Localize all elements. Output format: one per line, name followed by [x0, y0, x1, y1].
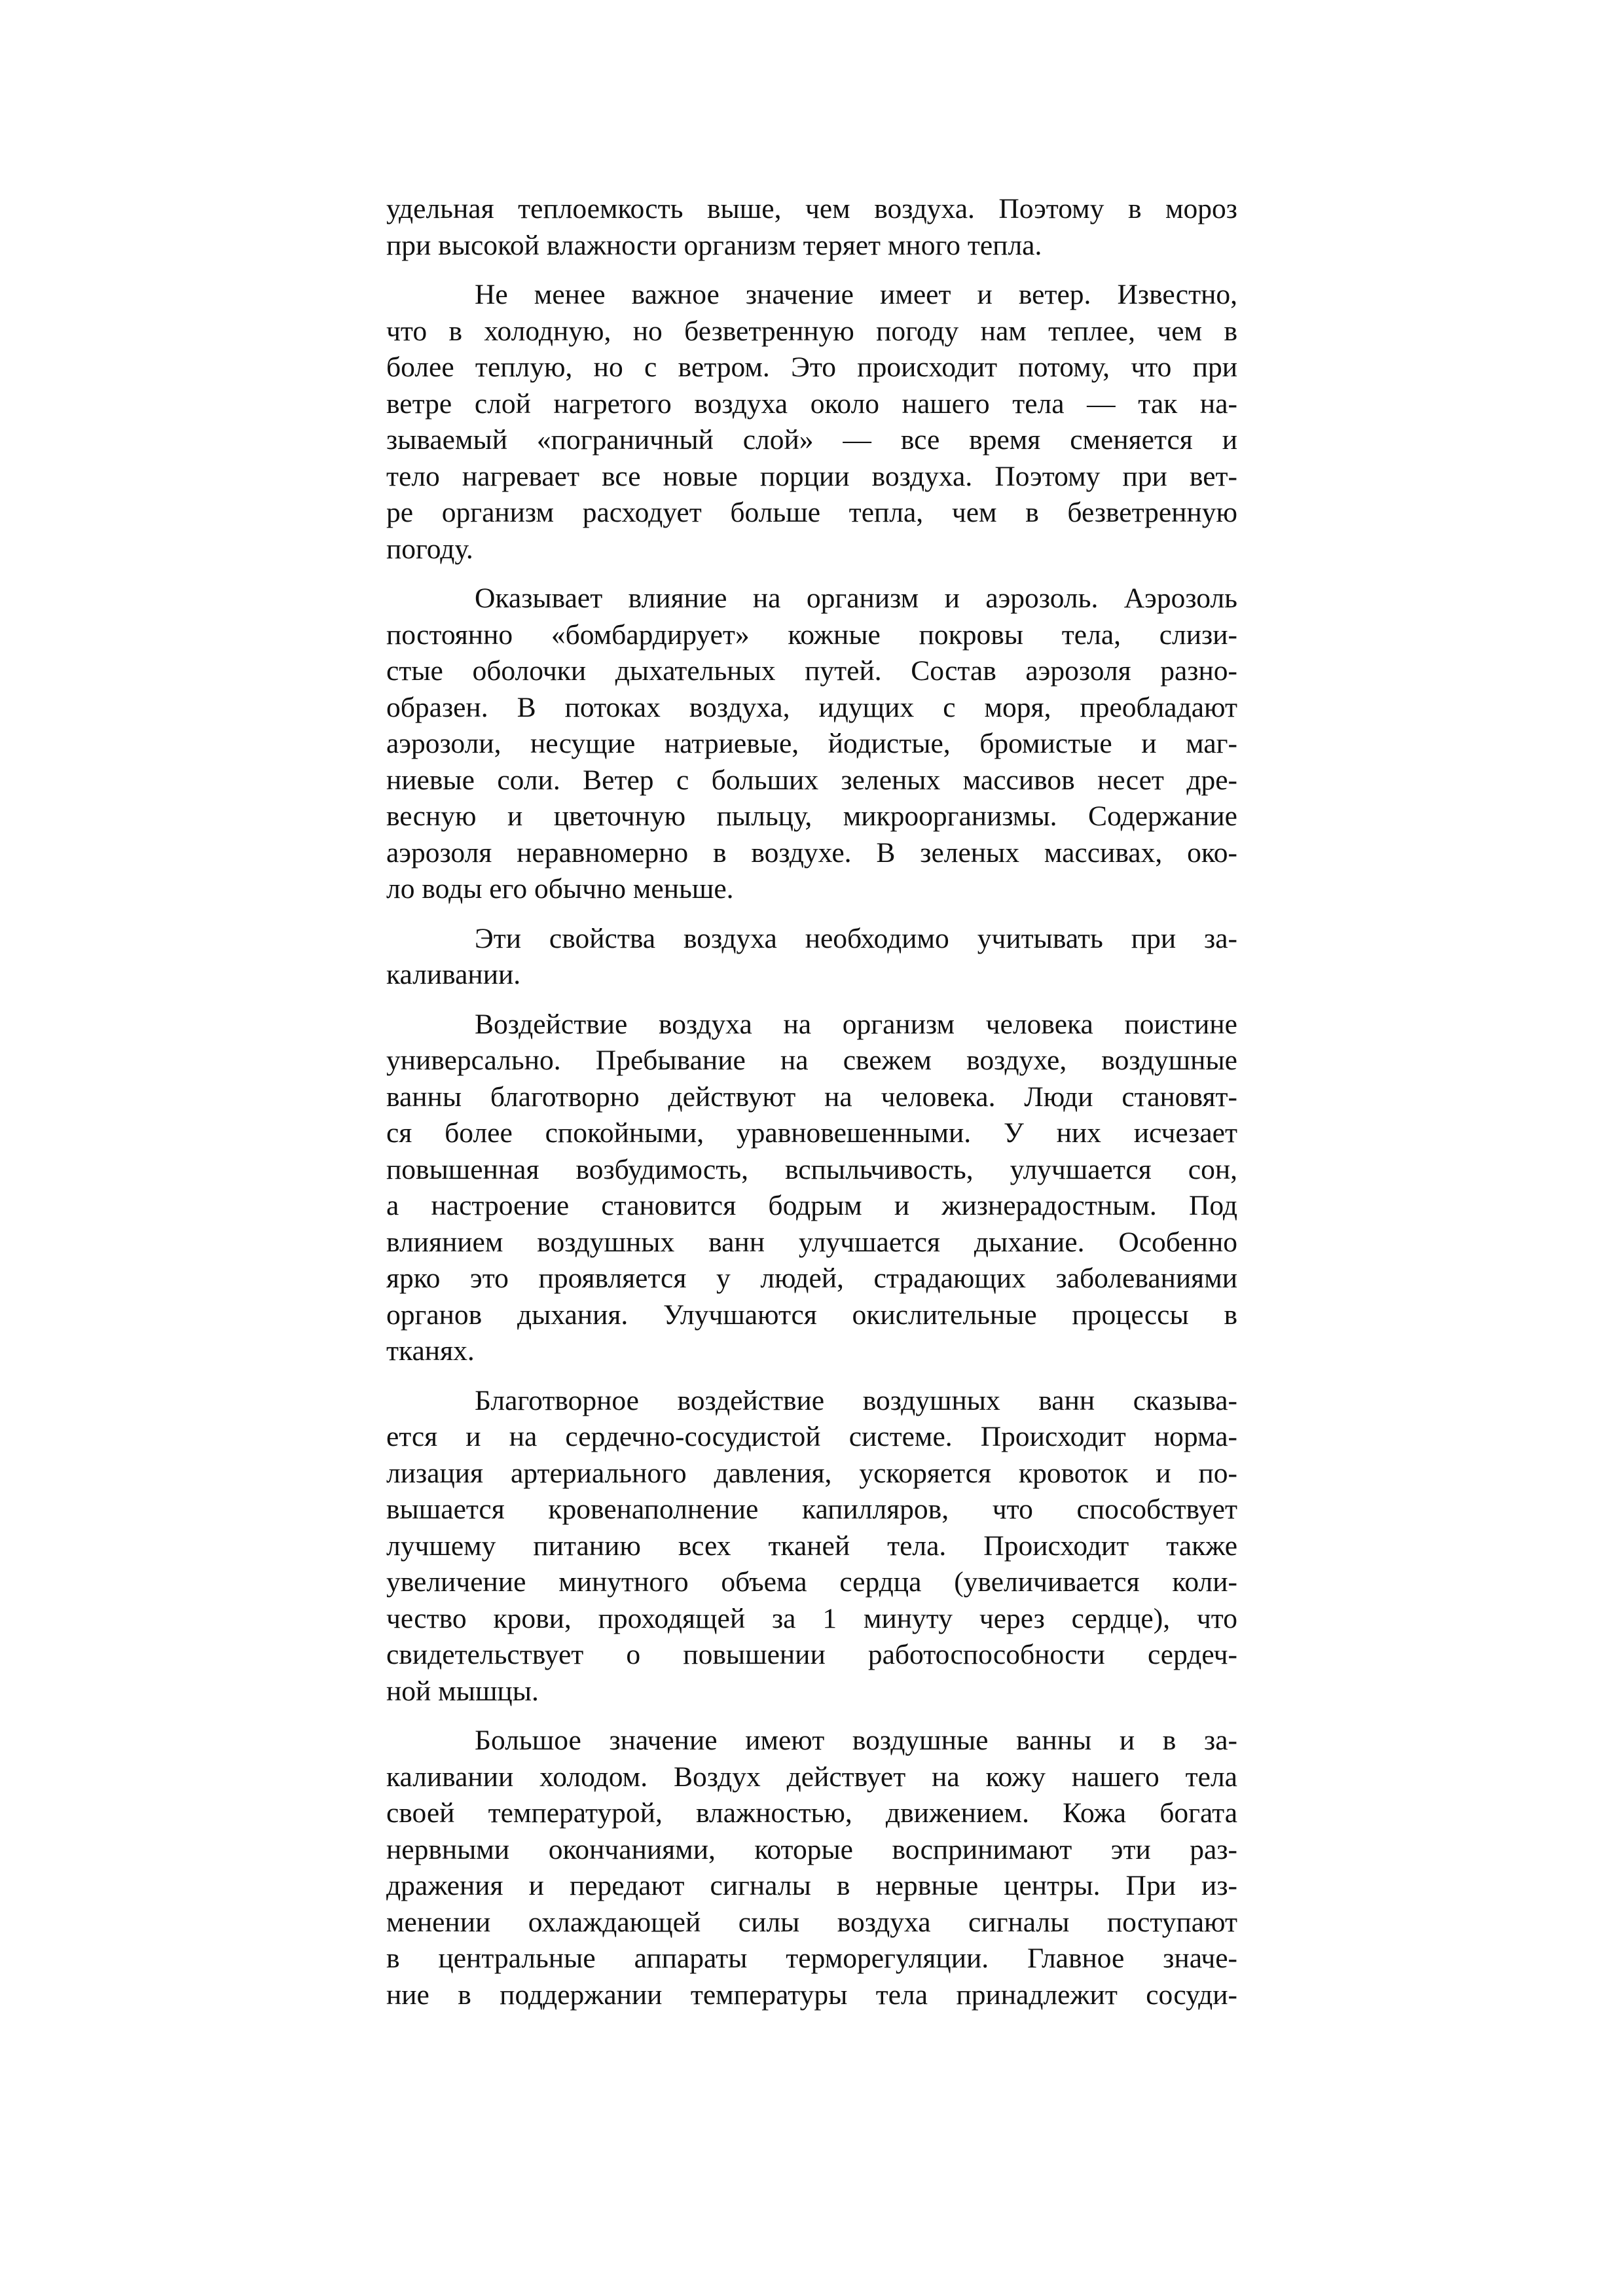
- text-line: органов дыхания. Улучшаются окислительные процессы в: [386, 1299, 1237, 1331]
- text-line: Большое значение имеют воздушные ванны и в за-: [475, 1725, 1237, 1756]
- text-line: ется и на сердечно-сосудистой системе. Происходит норма-: [386, 1421, 1237, 1452]
- text-line: влиянием воздушных ванн улучшается дыхание. Особенно: [386, 1226, 1237, 1258]
- text-line: ярко это проявляется у людей, страдающих заболеваниями: [386, 1263, 1237, 1294]
- paragraph-continuation: [386, 191, 1237, 264]
- text-line: образен. В потоках воздуха, идущих с моря, преобладают: [386, 691, 1237, 723]
- text-line: при высокой влажности организм теряет много тепла.: [386, 229, 1042, 261]
- text-line: лучшему питанию всех тканей тела. Происходит также: [386, 1530, 1237, 1562]
- text-line: нервными окончаниями, которые воспринимают эти раз-: [386, 1833, 1237, 1865]
- paragraph-aerosol: [386, 581, 1237, 908]
- text-line: каливании холодом. Воздух действует на кожу нашего тела: [386, 1761, 1237, 1793]
- text-line: весную и цветочную пыльцу, микроорганизмы. Содержание: [386, 800, 1237, 832]
- text-line: каливании.: [386, 959, 521, 990]
- text-line: аэрозоля неравномерно в воздухе. В зеленых массивах, око-: [386, 836, 1237, 869]
- text-line: увеличение минутного объема сердца (увеличивается коли-: [386, 1566, 1237, 1598]
- text-line: менении охлаждающей силы воздуха сигналы поступают: [386, 1906, 1237, 1938]
- text-line: ной мышцы.: [386, 1675, 539, 1707]
- paragraph-properties: [386, 921, 1237, 994]
- paragraph-influence: [386, 1007, 1237, 1370]
- text-line: Оказывает влияние на организм и аэрозоль. Аэрозоль: [475, 583, 1237, 614]
- text-line: аэрозоли, несущие натриевые, йодистые, бромистые и маг-: [386, 728, 1237, 759]
- text-line: лизация артериального давления, ускоряется кровоток и по-: [386, 1457, 1237, 1489]
- text-line: ветре слой нагретого воздуха около нашего тела — так на-: [386, 387, 1237, 420]
- paragraph-cold-hardening: [386, 1723, 1237, 2013]
- text-line: ло воды его обычно меньше.: [386, 873, 734, 905]
- text-line: дражения и передают сигналы в нервные центры. При из-: [386, 1870, 1237, 1901]
- text-line: удельная теплоемкость выше, чем воздуха. Поэтому в мороз: [386, 193, 1237, 224]
- text-line: ниевые соли. Ветер с больших зеленых массивов несет дре-: [386, 764, 1237, 796]
- text-line: чество крови, проходящей за 1 минуту через сердце), что: [386, 1602, 1237, 1634]
- text-line: постоянно «бомбардирует» кожные покровы тела, слизи-: [386, 619, 1237, 651]
- text-line: а настроение становится бодрым и жизнерадостным. Под: [386, 1190, 1237, 1221]
- text-line: Не менее важное значение имеет и ветер. Известно,: [475, 279, 1237, 310]
- text-line: повышенная возбудимость, вспыльчивость, улучшается сон,: [386, 1153, 1237, 1185]
- text-line: ся более спокойными, уравновешенными. У них исчезает: [386, 1117, 1237, 1149]
- text-line: что в холодную, но безветренную погоду нам теплее, чем в: [386, 315, 1237, 347]
- body-text: [386, 191, 1237, 2026]
- text-line: ванны благотворно действуют на человека. Люди становят-: [386, 1081, 1237, 1113]
- text-line: Эти свойства воздуха необходимо учитывать при за-: [475, 922, 1237, 954]
- text-line: Благотворное воздействие воздушных ванн сказыва-: [475, 1384, 1237, 1416]
- text-line: своей температурой, влажностью, движением. Кожа богата: [386, 1797, 1237, 1829]
- text-line: тканях.: [386, 1335, 475, 1367]
- paragraph-wind: [386, 277, 1237, 567]
- text-line: более теплую, но с ветром. Это происходит потому, что при: [386, 351, 1237, 383]
- text-line: свидетельствует о повышении работоспособности сердеч-: [386, 1639, 1237, 1670]
- text-line: ре организм расходует больше тепла, чем в безветренную: [386, 497, 1237, 528]
- text-line: ние в поддержании температуры тела принадлежит сосуди-: [386, 1979, 1237, 2011]
- text-line: тело нагревает все новые порции воздуха. Поэтому при вет-: [386, 460, 1237, 492]
- text-line: универсально. Пребывание на свежем воздухе, воздушные: [386, 1045, 1237, 1076]
- text-line: вышается кровенаполнение капилляров, что способствует: [386, 1494, 1237, 1525]
- text-line: зываемый «пограничный слой» — все время сменяется и: [386, 424, 1237, 456]
- text-line: стые оболочки дыхательных путей. Состав аэрозоля разно-: [386, 655, 1237, 687]
- text-line: Воздействие воздуха на организм человека поистине: [475, 1008, 1237, 1040]
- text-line: в центральные аппараты терморегуляции. Главное значе-: [386, 1943, 1237, 1974]
- text-line: погоду.: [386, 533, 473, 565]
- paragraph-cardio: [386, 1383, 1237, 1710]
